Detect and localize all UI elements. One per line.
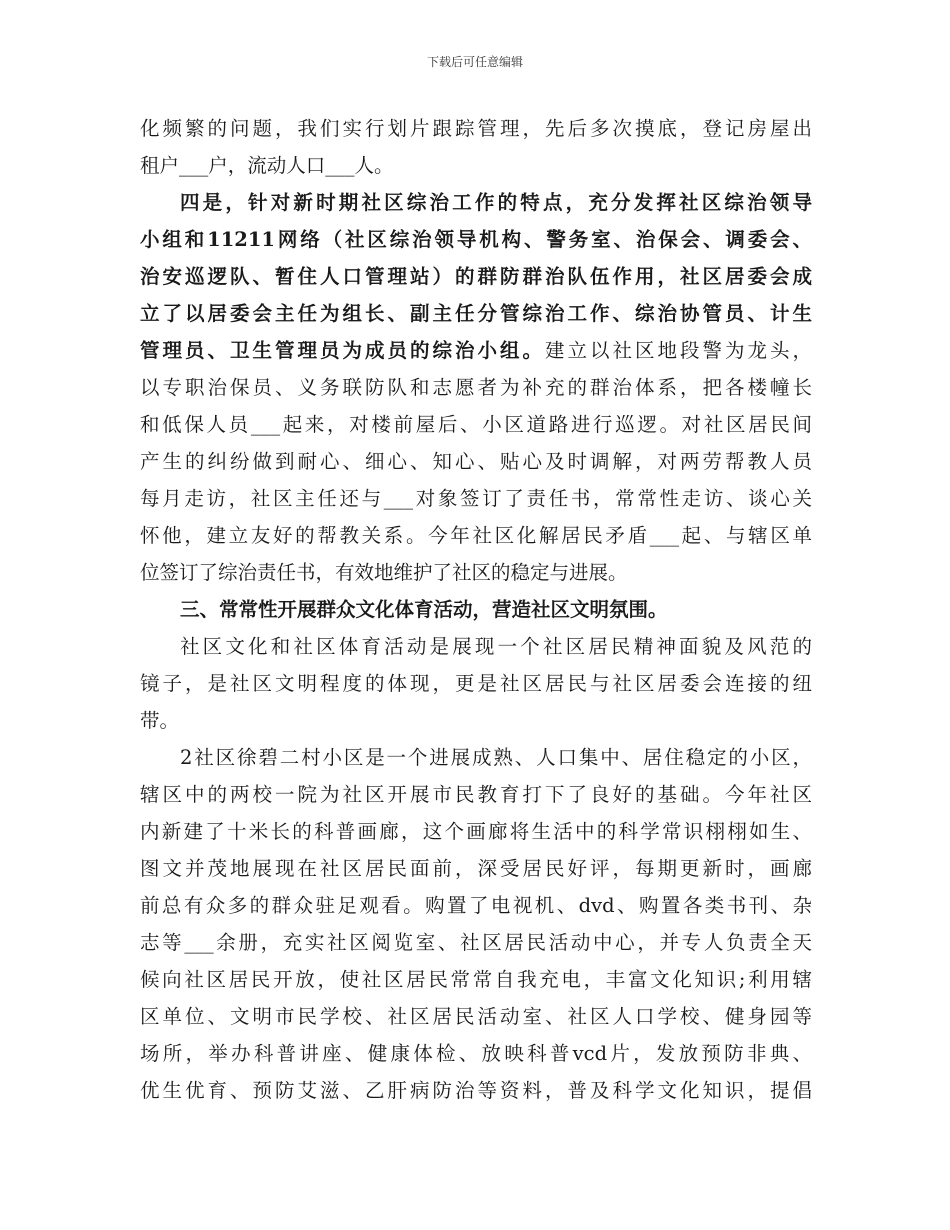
text-line-content: 每月走访，社区主任还与___对象签订了责任书，常常性走访、谈心关 [140,487,812,510]
text-line [140,443,812,480]
text-line-content: 管理员、卫生管理员为成员的综治小组。 [140,339,545,362]
text-line [140,147,812,184]
text-line-content: 前总有众多的群众驻足观看。购置了电视机、dvd、购置各类书刊、杂 [140,894,812,917]
document-body [140,110,812,1109]
text-line [140,406,812,443]
text-line-content: 2社区徐碧二村小区是一个进展成熟、人口集中、居住稳定的小区， [180,746,812,769]
text-line [140,332,812,369]
text-line [140,295,812,332]
text-line-content: 位签订了综治责任书，有效地维护了社区的稳定与进展。 [140,561,628,584]
text-line [140,850,812,887]
text-line [140,554,812,591]
text-line [140,739,812,776]
text-line-content: 社区文化和社区体育活动是展现一个社区居民精神面貌及风范的 [180,635,812,658]
text-line [140,998,812,1035]
text-line-content: 租户___户，流动人口___人。 [140,154,394,177]
text-line [140,184,812,221]
text-line [140,813,812,850]
text-line-content: 小组和11211网络（社区综治领导机构、警务室、治保会、调委会、 [140,228,812,251]
text-line [140,961,812,998]
text-line-content: 带。 [140,709,180,732]
text-line [140,110,812,147]
text-line-content: 立了以居委会主任为组长、副主任分管综治工作、综治协管员、计生 [140,302,812,325]
text-line-content: 图文并茂地展现在社区居民面前，深受居民好评，每期更新时，画廊 [140,857,812,880]
header-note: 下载后可任意编辑 [426,55,523,69]
text-line-content: 治安巡逻队、暂住人口管理站）的群防群治队伍作用，社区居委会成 [140,265,812,288]
text-line [140,1072,812,1109]
text-line-content: 产生的纠纷做到耐心、细心、知心、贴心及时调解，对两劳帮教人员 [140,450,812,473]
text-line [140,221,812,258]
text-line [140,369,812,406]
text-line-content: 三、常常性开展群众文化体育活动，营造社区文明氛围。 [180,598,668,621]
text-line [140,258,812,295]
text-line-content: 化频繁的问题，我们实行划片跟踪管理，先后多次摸底，登记房屋出 [140,117,812,140]
text-line-content: 优生优育、预防艾滋、乙肝病防治等资料，普及科学文化知识，提倡 [140,1079,812,1102]
text-line-content: 和低保人员___起来，对楼前屋后、小区道路进行巡逻。对社区居民间 [140,413,812,436]
text-line-content: 怀他，建立友好的帮教关系。今年社区化解居民矛盾___起、与辖区单 [140,524,812,547]
text-line-content: 志等___余册，充实社区阅览室、社区居民活动中心，并专人负责全天 [140,931,812,954]
text-line [140,1035,812,1072]
text-line [140,776,812,813]
text-line [140,517,812,554]
text-line [140,702,812,739]
text-line-content: 区单位、文明市民学校、社区居民活动室、社区人口学校、健身园等 [140,1005,812,1028]
text-line-content: 候向社区居民开放，使社区居民常常自我充电，丰富文化知识;利用辖 [140,968,812,991]
text-line [140,887,812,924]
text-line-content: 镜子，是社区文明程度的体现，更是社区居民与社区居委会连接的纽 [140,672,812,695]
text-line [140,480,812,517]
text-line-content: 场所，举办科普讲座、健康体检、放映科普vcd片，发放预防非典、 [140,1042,812,1065]
text-line-content: 辖区中的两校一院为社区开展市民教育打下了良好的基础。今年社区 [140,783,812,806]
text-line-content: 四是，针对新时期社区综治工作的特点，充分发挥社区综治领导 [180,191,812,214]
text-line [140,628,812,665]
text-line [140,665,812,702]
text-line [140,924,812,961]
text-line [140,591,812,628]
text-line-tail: 建立以社区地段警为龙头， [544,339,812,362]
text-line-content: 以专职治保员、义务联防队和志愿者为补充的群治体系，把各楼幢长 [140,376,812,399]
text-line-content: 内新建了十米长的科普画廊，这个画廊将生活中的科学常识栩栩如生、 [140,820,812,843]
